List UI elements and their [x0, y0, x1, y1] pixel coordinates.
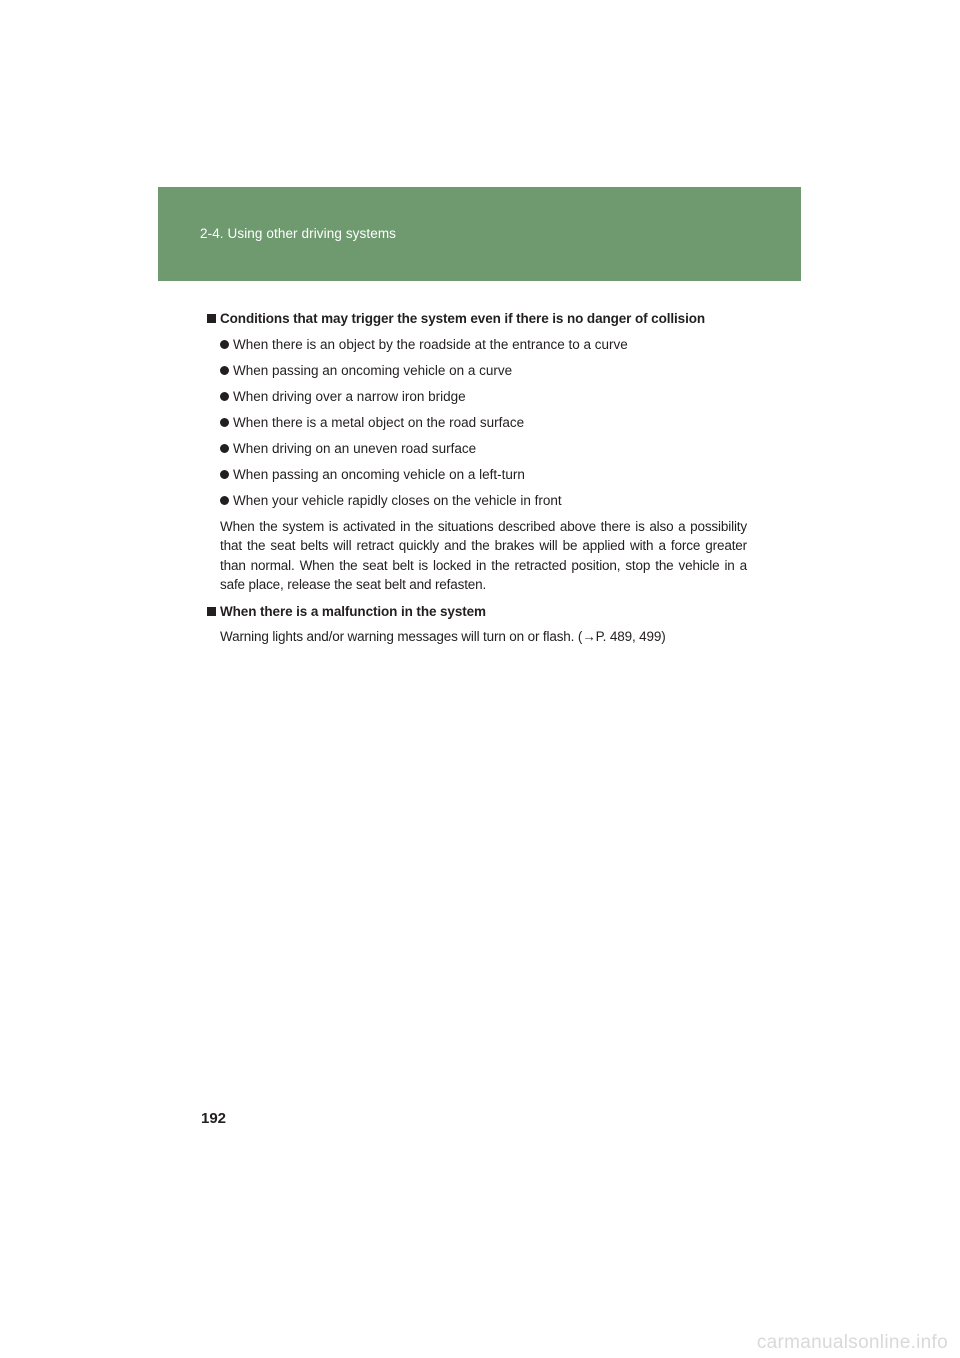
- list-item: When driving on an uneven road surface: [220, 439, 747, 459]
- conditions-list: [207, 335, 747, 511]
- section-title: 2-4. Using other driving systems: [200, 226, 397, 241]
- watermark: carmanualsonline.info: [756, 1332, 948, 1353]
- conditions-heading: [207, 309, 747, 329]
- malfunction-section: [207, 602, 747, 647]
- square-bullet-icon: [207, 314, 216, 323]
- conditions-note: When the system is activated in the situations described above there is also a possibility that the seat belts will retract quickly and the brakes will be applied with a force greater than normal. When the seat belt is locked in the retracted position, stop the vehicle in a safe place, release the seat belt and refasten.: [220, 518, 747, 592]
- malfunction-heading: [207, 602, 747, 622]
- list-item: When your vehicle rapidly closes on the vehicle in front: [220, 491, 747, 511]
- circle-bullet-icon: [220, 340, 229, 349]
- circle-bullet-icon: [220, 392, 229, 401]
- list-item: When passing an oncoming vehicle on a left-turn: [220, 465, 747, 485]
- malfunction-heading-text: When there is a malfunction in the system: [220, 603, 486, 619]
- list-item: When there is a metal object on the road surface: [220, 413, 747, 433]
- circle-bullet-icon: [220, 418, 229, 427]
- circle-bullet-icon: [220, 444, 229, 453]
- malfunction-text: Warning lights and/or warning messages will turn on or flash. (→P. 489, 499): [220, 629, 666, 644]
- circle-bullet-icon: [220, 496, 229, 505]
- list-item: When there is an object by the roadside at the entrance to a curve: [220, 335, 747, 355]
- conditions-section: [207, 309, 747, 595]
- circle-bullet-icon: [220, 366, 229, 375]
- square-bullet-icon: [207, 607, 216, 616]
- circle-bullet-icon: [220, 470, 229, 479]
- conditions-heading-text: Conditions that may trigger the system even if there is no danger of collision: [220, 311, 706, 326]
- page-content: [207, 309, 747, 647]
- list-item: When passing an oncoming vehicle on a curve: [220, 361, 747, 381]
- list-item: When driving over a narrow iron bridge: [220, 387, 747, 407]
- page-number: 192: [201, 1110, 227, 1127]
